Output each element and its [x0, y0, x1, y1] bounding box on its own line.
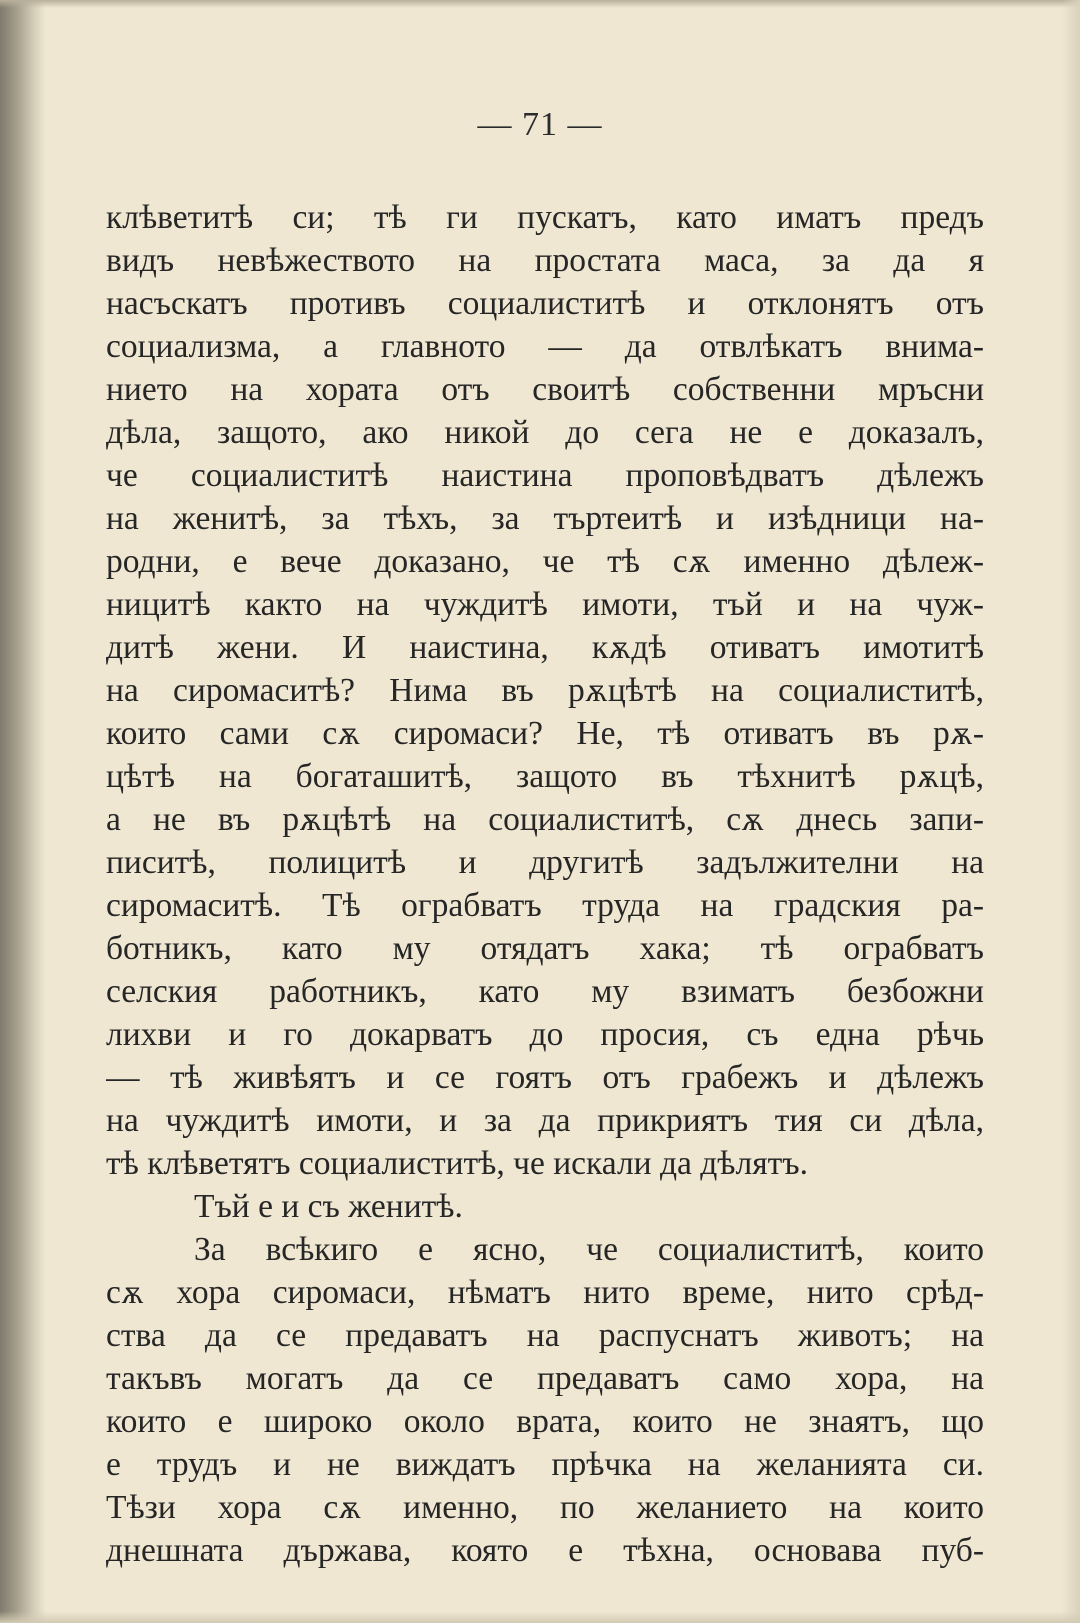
- text-line: дѣла, защото, ако никой до сега не е доказалъ,: [106, 414, 984, 451]
- text-line: които сами сѫ сиромаси? Не, тѣ отиватъ въ рѫ-: [106, 715, 984, 752]
- text-line: родни, е вече доказано, че тѣ сѫ именно дѣлеж-: [106, 543, 984, 580]
- spine-shadow: [0, 0, 46, 1623]
- text-line: сиромаситѣ. Тѣ ограбватъ труда на градския ра-: [106, 887, 984, 924]
- text-line: на женитѣ, за тѣхъ, за търтеитѣ и изѣдници на-: [106, 500, 984, 537]
- text-line: За всѣкиго е ясно, че социалиститѣ, които: [194, 1231, 984, 1268]
- text-line: че социалиститѣ наистина проповѣдватъ дѣлежъ: [106, 457, 984, 494]
- text-line: дитѣ жени. И наистина, кѫдѣ отиватъ имотитѣ: [106, 629, 984, 666]
- text-line: лихви и го докарватъ до просия, съ една рѣчь: [106, 1016, 984, 1053]
- text-line: на сиромаситѣ? Нима въ рѫцѣтѣ на социалиститѣ,: [106, 672, 984, 709]
- text-line: днешната държава, която е тѣхна, основава пуб-: [106, 1532, 984, 1569]
- text-line: Тъй е и съ женитѣ.: [194, 1188, 463, 1225]
- text-line: ботникъ, като му отядатъ хака; тѣ ограбватъ: [106, 930, 984, 967]
- text-line: които е широко около врата, които не знаятъ, що: [106, 1403, 984, 1440]
- text-line: е трудъ и не виждатъ прѣчка на желанията си.: [106, 1446, 984, 1483]
- text-line: такъвъ могатъ да се предаватъ само хора, на: [106, 1360, 984, 1397]
- text-line: писитѣ, полицитѣ и другитѣ задължителни на: [106, 844, 984, 881]
- text-line: тѣ клѣветятъ социалиститѣ, че искали да дѣлятъ.: [106, 1145, 808, 1182]
- text-line: — тѣ живѣятъ и се гоятъ отъ грабежъ и дѣлежъ: [106, 1059, 984, 1096]
- text-line: нието на хората отъ своитѣ собственни мръсни: [106, 371, 984, 408]
- top-edge-shadow: [0, 0, 1080, 8]
- page-number: — 71 —: [477, 106, 603, 143]
- text-line: Тѣзи хора сѫ именно, по желанието на които: [106, 1489, 984, 1526]
- text-line: ницитѣ както на чуждитѣ имоти, тъй и на чуж-: [106, 586, 984, 623]
- text-line: клѣветитѣ си; тѣ ги пускатъ, като иматъ предъ: [106, 199, 984, 236]
- bottom-edge-shadow: [0, 1611, 1080, 1623]
- text-line: насъскатъ противъ социалиститѣ и отклонятъ отъ: [106, 285, 984, 322]
- text-line: видъ невѣжеството на простата маса, за да я: [106, 242, 984, 279]
- body-text: [106, 196, 984, 1572]
- text-line: ства да се предаватъ на распуснатъ животъ; на: [106, 1317, 984, 1354]
- text-line: на чуждитѣ имоти, и за да прикриятъ тия си дѣла,: [106, 1102, 984, 1139]
- text-line: социализма, а главното — да отвлѣкатъ внима-: [106, 328, 984, 365]
- text-line: сѫ хора сиромаси, нѣматъ нито време, нито срѣд-: [106, 1274, 984, 1311]
- text-line: цѣтѣ на богаташитѣ, защото въ тѣхнитѣ рѫцѣ,: [106, 758, 984, 795]
- text-line: селския работникъ, като му взиматъ безбожни: [106, 973, 984, 1010]
- right-edge-shadow: [1062, 0, 1080, 1623]
- text-line: а не въ рѫцѣтѣ на социалиститѣ, сѫ днесь запи-: [106, 801, 984, 838]
